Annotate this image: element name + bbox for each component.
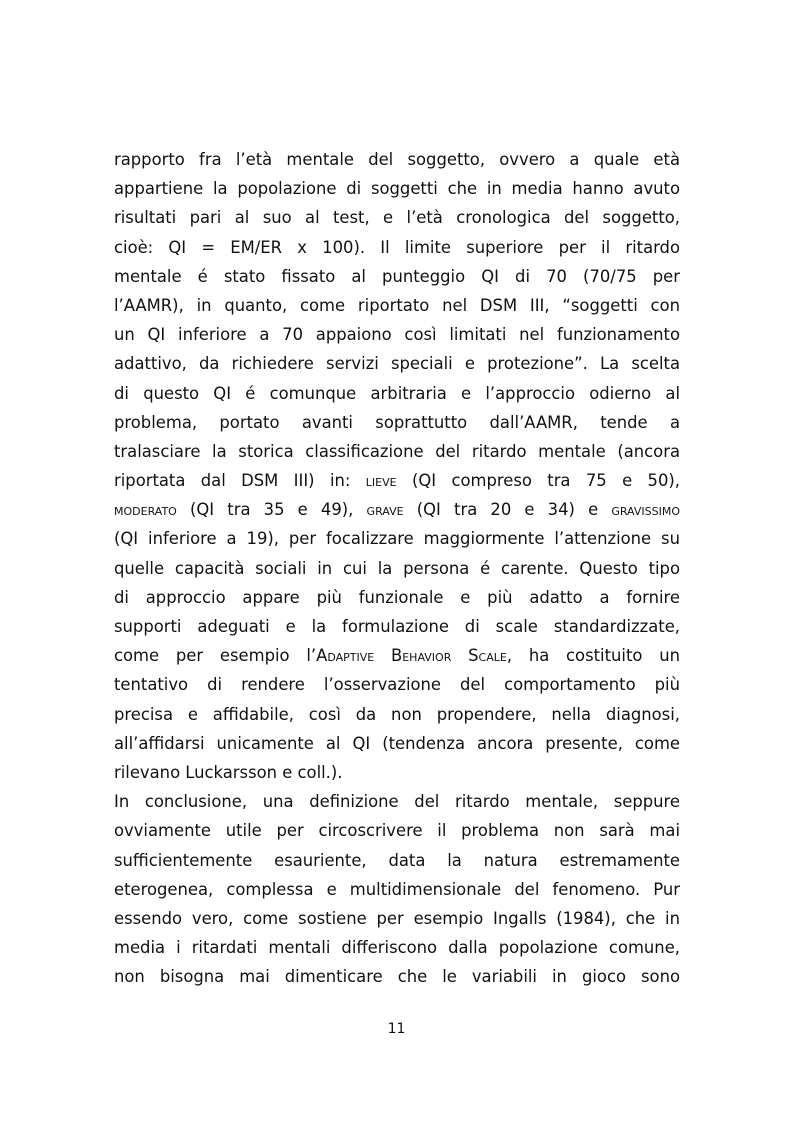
text-segment: all’affidarsi unicamente al QI (tendenza ancora presente, come xyxy=(114,733,680,753)
text-segment: ovviamente utile per circoscrivere il problema non sarà mai xyxy=(114,821,680,841)
text-segment: eterogenea, complessa e multidimensionale del fenomeno. Pur xyxy=(114,879,680,899)
text-line xyxy=(114,437,680,466)
paragraph xyxy=(114,145,680,787)
text-line xyxy=(114,583,680,612)
text-segment: , ha costituito un xyxy=(506,646,680,666)
text-segment: problema, portato avanti soprattutto dall’AAMR, tende a xyxy=(114,412,680,432)
text-segment: risultati pari al suo al test, e l’età cronologica del soggetto, xyxy=(114,208,680,228)
text-line xyxy=(114,145,680,174)
text-line xyxy=(114,729,680,758)
text-line xyxy=(114,846,680,875)
text-line xyxy=(114,233,680,262)
text-segment: l’AAMR), in quanto, come riportato nel DSM III, “soggetti con xyxy=(114,295,680,315)
text-segment: non bisogna mai dimenticare che le variabili in gioco sono xyxy=(114,967,680,987)
text-line xyxy=(114,262,680,291)
text-segment: (QI compreso tra 75 e 50), xyxy=(396,471,680,491)
text-segment: (QI tra 20 e 34) e xyxy=(403,500,612,520)
text-segment: media i ritardati mentali differiscono dalla popolazione comune, xyxy=(114,938,680,958)
text-line xyxy=(114,641,680,670)
text-segment: tentativo di rendere l’osservazione del comportamento più xyxy=(114,675,680,695)
text-line xyxy=(114,787,680,816)
text-line xyxy=(114,379,680,408)
text-segment: essendo vero, come sostiene per esempio Ingalls (1984), che in xyxy=(114,908,680,928)
text-line xyxy=(114,524,680,553)
text-segment: sufficientemente esauriente, data la natura estremamente xyxy=(114,850,680,870)
text-segment: supporti adeguati e la formulazione di scale standardizzate, xyxy=(114,617,680,636)
text-segment: come per esempio l’ xyxy=(114,646,317,666)
text-segment: di approccio appare più funzionale e più adatto a fornire xyxy=(114,587,680,607)
text-line xyxy=(114,291,680,320)
text-segment: appartiene la popolazione di soggetti che in media hanno avuto xyxy=(114,179,680,199)
text-line xyxy=(114,962,680,991)
text-line xyxy=(114,670,680,699)
text-segment: riportata dal DSM III) in: xyxy=(114,471,366,491)
text-line xyxy=(114,612,680,641)
page-number: 11 xyxy=(387,1021,406,1037)
small-caps-term: lieve xyxy=(365,471,397,491)
text-segment: In conclusione, una definizione del ritardo mentale, seppure xyxy=(114,792,680,812)
text-segment: un QI inferiore a 70 appaiono così limitati nel funzionamento xyxy=(114,325,680,345)
text-line xyxy=(114,700,680,729)
text-segment: cioè: QI = EM/ER x 100). Il limite superiore per il ritardo xyxy=(114,237,680,257)
body-text xyxy=(114,145,680,991)
text-segment: (QI tra 35 e 49), xyxy=(176,500,367,520)
text-line xyxy=(114,816,680,845)
small-caps-term: Adaptive Behavior Scale xyxy=(316,646,507,666)
text-line xyxy=(114,174,680,203)
text-line xyxy=(114,554,680,583)
paragraph xyxy=(114,787,680,991)
text-segment: rilevano Luckarsson e coll.). xyxy=(114,762,343,782)
text-line xyxy=(114,904,680,933)
small-caps-term: moderato xyxy=(114,500,177,520)
text-segment: rapporto fra l’età mentale del soggetto, ovvero a quale età xyxy=(114,150,680,169)
text-line xyxy=(114,875,680,904)
text-segment: adattivo, da richiedere servizi speciali e protezione”. La scelta xyxy=(114,354,680,374)
text-line xyxy=(114,320,680,349)
text-segment: mentale é stato fissato al punteggio QI di 70 (70/75 per xyxy=(114,266,680,286)
text-segment: di questo QI é comunque arbitraria e l’approccio odierno al xyxy=(114,383,680,403)
text-line xyxy=(114,933,680,962)
text-segment: (QI inferiore a 19), per focalizzare maggiormente l’attenzione su xyxy=(114,529,680,549)
small-caps-term: gravissimo xyxy=(611,500,680,520)
text-segment: precisa e affidabile, così da non propendere, nella diagnosi, xyxy=(114,704,680,724)
text-line xyxy=(114,349,680,378)
text-line xyxy=(114,203,680,232)
text-segment: tralasciare la storica classificazione del ritardo mentale (ancora xyxy=(114,441,680,461)
text-line xyxy=(114,758,680,787)
text-line xyxy=(114,495,680,524)
text-line xyxy=(114,466,680,495)
text-segment: quelle capacità sociali in cui la persona é carente. Questo tipo xyxy=(114,558,680,578)
text-line xyxy=(114,408,680,437)
small-caps-term: grave xyxy=(366,500,404,520)
